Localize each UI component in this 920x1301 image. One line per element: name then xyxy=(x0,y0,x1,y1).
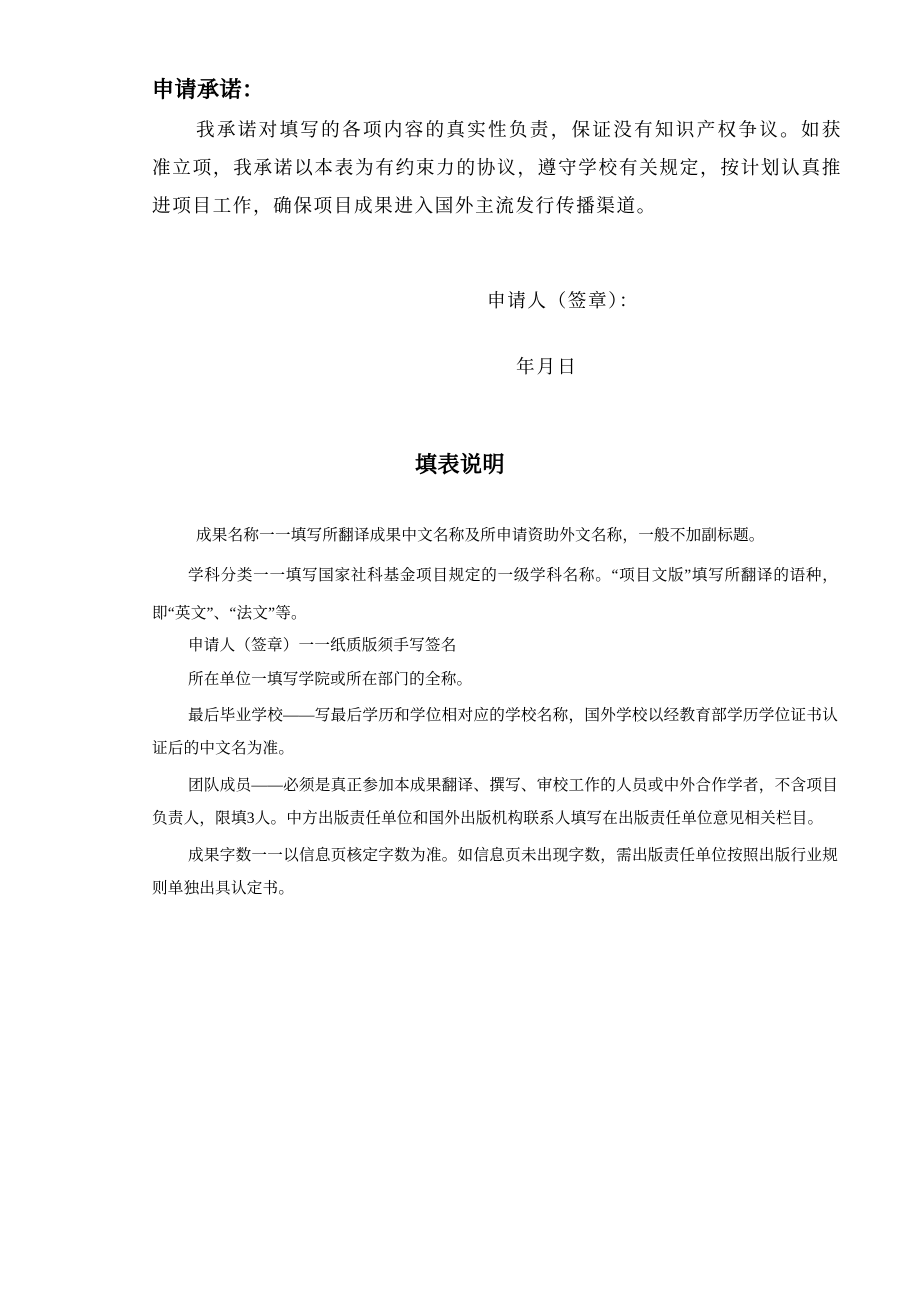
pledge-heading: 申请承诺： xyxy=(152,78,265,103)
applicant-signature-label: 申请人（签章）： xyxy=(487,291,640,312)
instruction-item-discipline: 学科分类一一填写国家社科基金项目规定的一级学科名称。“项目文版”填写所翻译的语种，即“英文”、“法文”等。 xyxy=(152,567,838,622)
pledge-statement: 我承诺对填写的各项内容的真实性负责，保证没有知识产权争议。如获准立项，我承诺以本表为有约束力的协议，遵守学校有关规定，按计划认真推进项目工作，确保项目成果进入国外主流发行传播渠道。 xyxy=(152,120,842,217)
signature-date-label: 年月日 xyxy=(516,357,578,378)
instruction-item-applicant-signature: 申请人（签章）一一纸质版须手写签名 xyxy=(188,637,457,654)
instructions-title: 填表说明 xyxy=(414,453,505,478)
instruction-item-word-count: 成果字数一一以信息页核定字数为准。如信息页未出现字数，需出版责任单位按照出版行业规则单独出具认定书。 xyxy=(152,847,838,897)
instruction-item-team-members: 团队成员——必须是真正参加本成果翻译、撰写、审校工作的人员或中外合作学者，不含项目负责人，限填3人。中方出版责任单位和国外出版机构联系人填写在出版责任单位意见相关栏目。 xyxy=(152,777,838,827)
instruction-item-affiliation: 所在单位一填写学院或所在部门的全称。 xyxy=(188,671,473,688)
instruction-item-result-name: 成果名称一一填写所翻译成果中文名称及所申请资助外文名称，一般不加副标题。 xyxy=(196,527,765,544)
instructions-list xyxy=(152,521,838,905)
instruction-item-graduate-school: 最后毕业学校——写最后学历和学位相对应的学校名称，国外学校以经教育部学历学位证书认证后的中文名为准。 xyxy=(152,707,838,757)
